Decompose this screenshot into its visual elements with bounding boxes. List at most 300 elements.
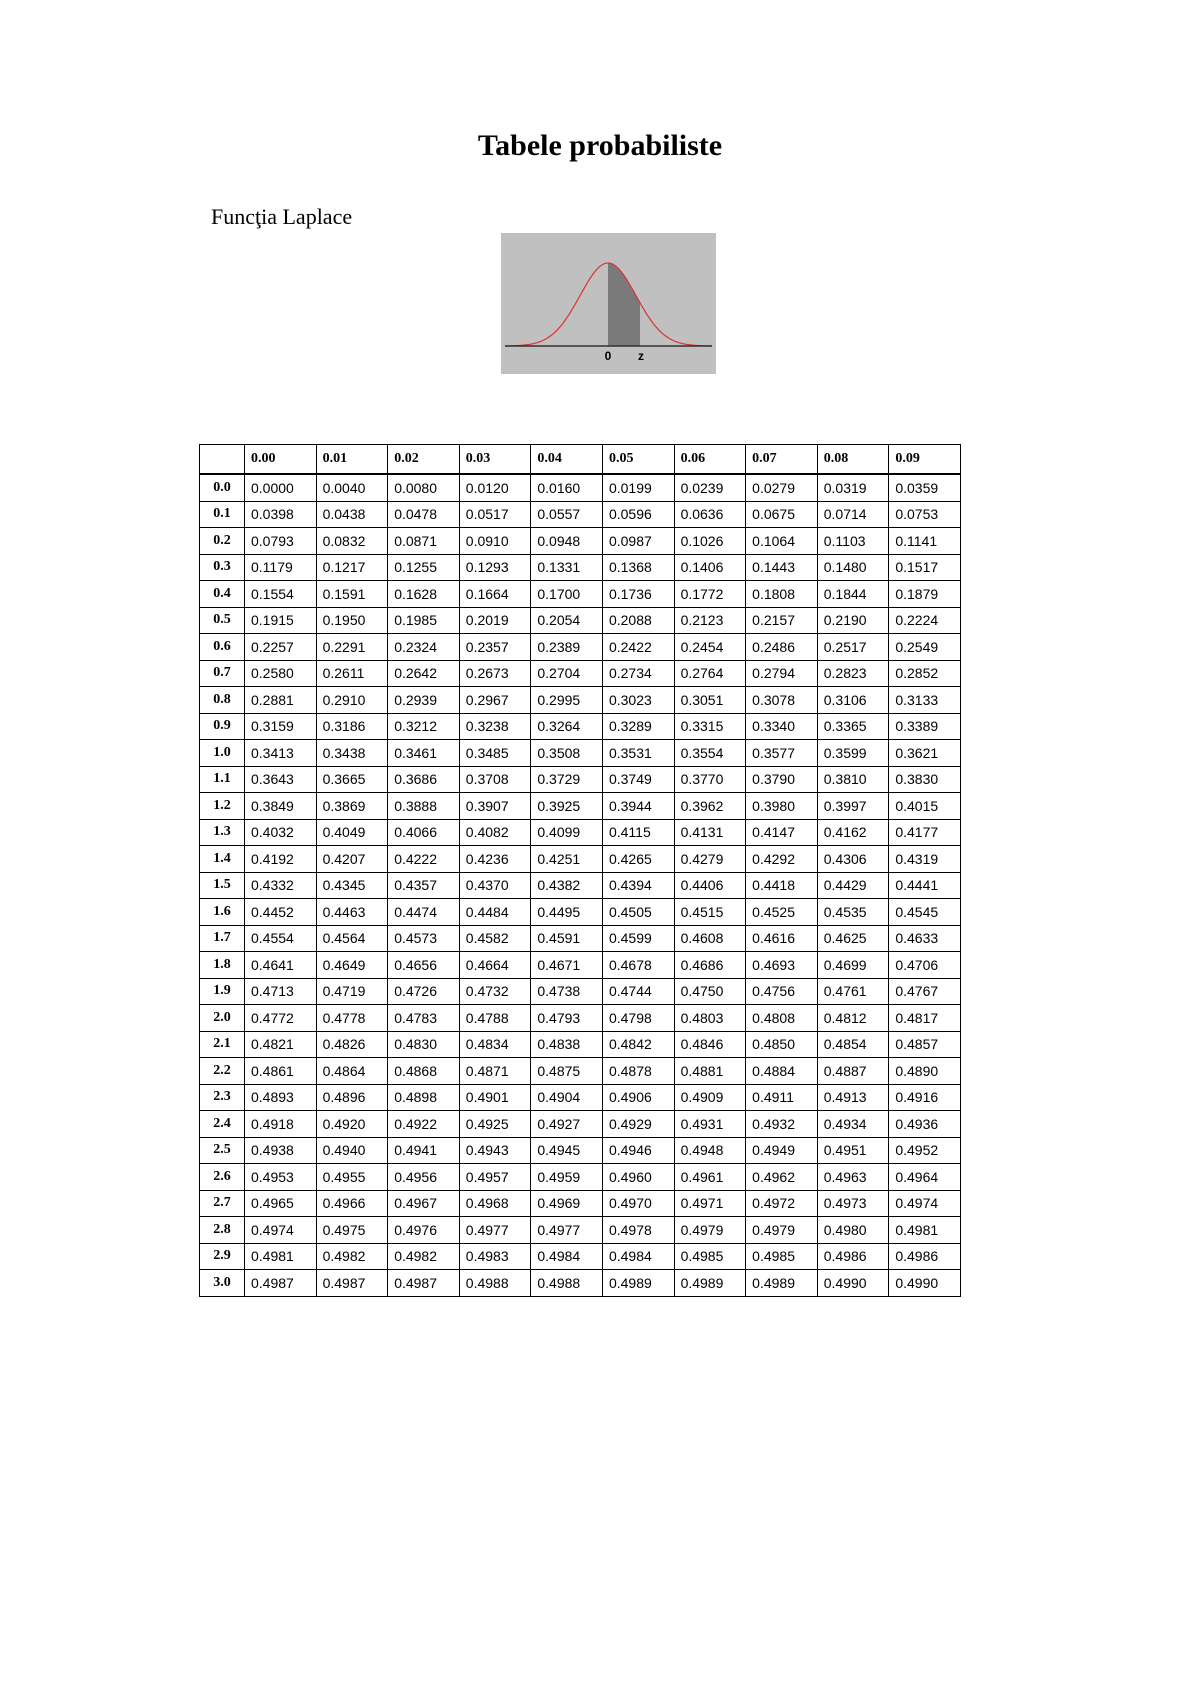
table-cell: 0.0714 (817, 501, 889, 528)
table-cell: 0.2704 (531, 660, 603, 687)
table-row (200, 474, 961, 501)
row-header: 0.0 (200, 474, 245, 501)
table-cell: 0.1554 (245, 581, 317, 608)
table-cell: 0.4279 (674, 846, 746, 873)
table-cell: 0.2454 (674, 634, 746, 661)
table-cell: 0.3577 (746, 740, 818, 767)
table-cell: 0.2257 (245, 634, 317, 661)
table-cell: 0.1591 (316, 581, 388, 608)
table-cell: 0.2486 (746, 634, 818, 661)
table-cell: 0.4726 (388, 978, 460, 1005)
table-cell: 0.2794 (746, 660, 818, 687)
row-header: 2.5 (200, 1137, 245, 1164)
table-cell: 0.4974 (889, 1190, 961, 1217)
table-cell: 0.3186 (316, 713, 388, 740)
table-cell: 0.4987 (316, 1270, 388, 1297)
table-cell: 0.0948 (531, 528, 603, 555)
table-cell: 0.4744 (602, 978, 674, 1005)
table-row (200, 1084, 961, 1111)
table-cell: 0.3078 (746, 687, 818, 714)
table-cell: 0.3708 (459, 766, 531, 793)
table-cell: 0.3389 (889, 713, 961, 740)
table-cell: 0.2673 (459, 660, 531, 687)
table-cell: 0.4987 (388, 1270, 460, 1297)
table-cell: 0.4429 (817, 872, 889, 899)
table-cell: 0.4911 (746, 1084, 818, 1111)
column-header: 0.05 (602, 445, 674, 475)
table-cell: 0.4319 (889, 846, 961, 873)
table-cell: 0.0199 (602, 474, 674, 501)
table-cell: 0.0871 (388, 528, 460, 555)
table-cell: 0.4265 (602, 846, 674, 873)
table-cell: 0.2611 (316, 660, 388, 687)
row-header: 0.4 (200, 581, 245, 608)
table-cell: 0.4032 (245, 819, 317, 846)
table-cell: 0.2734 (602, 660, 674, 687)
table-cell: 0.2422 (602, 634, 674, 661)
table-cell: 0.4956 (388, 1164, 460, 1191)
table-row (200, 925, 961, 952)
table-cell: 0.1736 (602, 581, 674, 608)
table-cell: 0.4772 (245, 1005, 317, 1032)
table-row (200, 1190, 961, 1217)
table-cell: 0.1141 (889, 528, 961, 555)
table-cell: 0.4901 (459, 1084, 531, 1111)
axis-label-zero: 0 (604, 349, 612, 363)
table-cell: 0.4989 (746, 1270, 818, 1297)
table-cell: 0.4898 (388, 1084, 460, 1111)
table-cell: 0.2823 (817, 660, 889, 687)
table-cell: 0.4406 (674, 872, 746, 899)
table-cell: 0.4965 (245, 1190, 317, 1217)
table-cell: 0.4817 (889, 1005, 961, 1032)
table-cell: 0.4306 (817, 846, 889, 873)
table-cell: 0.4957 (459, 1164, 531, 1191)
table-cell: 0.3643 (245, 766, 317, 793)
table-cell: 0.4976 (388, 1217, 460, 1244)
table-row (200, 713, 961, 740)
table-row (200, 607, 961, 634)
table-row (200, 766, 961, 793)
table-cell: 0.4850 (746, 1031, 818, 1058)
table-cell: 0.2357 (459, 634, 531, 661)
table-cell: 0.3869 (316, 793, 388, 820)
row-header: 2.3 (200, 1084, 245, 1111)
table-cell: 0.4963 (817, 1164, 889, 1191)
table-cell: 0.4982 (388, 1243, 460, 1270)
table-cell: 0.4671 (531, 952, 603, 979)
table-cell: 0.4971 (674, 1190, 746, 1217)
table-cell: 0.4988 (531, 1270, 603, 1297)
table-cell: 0.3729 (531, 766, 603, 793)
axis-label-z: z (638, 349, 644, 363)
table-cell: 0.3023 (602, 687, 674, 714)
table-cell: 0.3051 (674, 687, 746, 714)
row-header: 1.3 (200, 819, 245, 846)
table-cell: 0.4495 (531, 899, 603, 926)
table-cell: 0.4625 (817, 925, 889, 952)
table-cell: 0.4798 (602, 1005, 674, 1032)
normal-curve-graphic (501, 233, 716, 374)
table-cell: 0.4049 (316, 819, 388, 846)
table-cell: 0.4162 (817, 819, 889, 846)
table-cell: 0.4959 (531, 1164, 603, 1191)
table-cell: 0.4484 (459, 899, 531, 926)
row-header: 0.3 (200, 554, 245, 581)
normal-curve-figure (501, 233, 716, 374)
table-cell: 0.3133 (889, 687, 961, 714)
table-cell: 0.4474 (388, 899, 460, 926)
table-row (200, 1058, 961, 1085)
row-header: 0.6 (200, 634, 245, 661)
table-cell: 0.2580 (245, 660, 317, 687)
table-cell: 0.1844 (817, 581, 889, 608)
table-cell: 0.2324 (388, 634, 460, 661)
table-cell: 0.4332 (245, 872, 317, 899)
table-cell: 0.4441 (889, 872, 961, 899)
table-cell: 0.4990 (817, 1270, 889, 1297)
table-cell: 0.4871 (459, 1058, 531, 1085)
table-cell: 0.4970 (602, 1190, 674, 1217)
table-cell: 0.4099 (531, 819, 603, 846)
table-cell: 0.4989 (602, 1270, 674, 1297)
table-cell: 0.2019 (459, 607, 531, 634)
table-cell: 0.4706 (889, 952, 961, 979)
table-cell: 0.3810 (817, 766, 889, 793)
table-cell: 0.4345 (316, 872, 388, 899)
table-cell: 0.4949 (746, 1137, 818, 1164)
table-cell: 0.3315 (674, 713, 746, 740)
table-cell: 0.1026 (674, 528, 746, 555)
table-cell: 0.0596 (602, 501, 674, 528)
table-row (200, 1005, 961, 1032)
table-cell: 0.2995 (531, 687, 603, 714)
table-cell: 0.4987 (245, 1270, 317, 1297)
row-header: 2.9 (200, 1243, 245, 1270)
table-cell: 0.2939 (388, 687, 460, 714)
row-header: 1.6 (200, 899, 245, 926)
table-cell: 0.2291 (316, 634, 388, 661)
table-cell: 0.4803 (674, 1005, 746, 1032)
table-cell: 0.4783 (388, 1005, 460, 1032)
table-cell: 0.4925 (459, 1111, 531, 1138)
table-row (200, 872, 961, 899)
row-header: 2.4 (200, 1111, 245, 1138)
table-cell: 0.3289 (602, 713, 674, 740)
table-cell: 0.1664 (459, 581, 531, 608)
table-cell: 0.0279 (746, 474, 818, 501)
table-cell: 0.3686 (388, 766, 460, 793)
table-cell: 0.4975 (316, 1217, 388, 1244)
table-cell: 0.3830 (889, 766, 961, 793)
table-row (200, 740, 961, 767)
table-cell: 0.4989 (674, 1270, 746, 1297)
table-cell: 0.0832 (316, 528, 388, 555)
row-header: 3.0 (200, 1270, 245, 1297)
column-header: 0.03 (459, 445, 531, 475)
table-cell: 0.4984 (531, 1243, 603, 1270)
table-cell: 0.1985 (388, 607, 460, 634)
laplace-table (199, 444, 961, 1297)
table-cell: 0.0398 (245, 501, 317, 528)
table-cell: 0.4977 (531, 1217, 603, 1244)
row-header: 1.4 (200, 846, 245, 873)
table-cell: 0.4761 (817, 978, 889, 1005)
table-cell: 0.4582 (459, 925, 531, 952)
table-cell: 0.4969 (531, 1190, 603, 1217)
table-row (200, 899, 961, 926)
table-cell: 0.1950 (316, 607, 388, 634)
table-row (200, 660, 961, 687)
table-cell: 0.4418 (746, 872, 818, 899)
table-cell: 0.2910 (316, 687, 388, 714)
table-cell: 0.4927 (531, 1111, 603, 1138)
table-cell: 0.4929 (602, 1111, 674, 1138)
table-cell: 0.1772 (674, 581, 746, 608)
table-cell: 0.4918 (245, 1111, 317, 1138)
table-cell: 0.4857 (889, 1031, 961, 1058)
column-header: 0.01 (316, 445, 388, 475)
table-cell: 0.4990 (889, 1270, 961, 1297)
table-cell: 0.4932 (746, 1111, 818, 1138)
row-header: 2.2 (200, 1058, 245, 1085)
table-cell: 0.4986 (889, 1243, 961, 1270)
table-cell: 0.2764 (674, 660, 746, 687)
section-label: Funcţia Laplace (211, 204, 353, 229)
table-cell: 0.4793 (531, 1005, 603, 1032)
table-cell: 0.1103 (817, 528, 889, 555)
table-cell: 0.2517 (817, 634, 889, 661)
table-cell: 0.4941 (388, 1137, 460, 1164)
table-cell: 0.3962 (674, 793, 746, 820)
table-cell: 0.4357 (388, 872, 460, 899)
table-cell: 0.4968 (459, 1190, 531, 1217)
table-cell: 0.4934 (817, 1111, 889, 1138)
table-cell: 0.4938 (245, 1137, 317, 1164)
table-cell: 0.4985 (674, 1243, 746, 1270)
table-row (200, 819, 961, 846)
row-header: 2.1 (200, 1031, 245, 1058)
table-cell: 0.4382 (531, 872, 603, 899)
table-cell: 0.4756 (746, 978, 818, 1005)
table-cell: 0.4940 (316, 1137, 388, 1164)
table-cell: 0.0987 (602, 528, 674, 555)
table-cell: 0.0319 (817, 474, 889, 501)
table-cell: 0.4980 (817, 1217, 889, 1244)
table-cell: 0.4953 (245, 1164, 317, 1191)
table-cell: 0.4881 (674, 1058, 746, 1085)
table-cell: 0.4564 (316, 925, 388, 952)
table-cell: 0.4525 (746, 899, 818, 926)
table-cell: 0.3980 (746, 793, 818, 820)
table-cell: 0.4713 (245, 978, 317, 1005)
table-cell: 0.1217 (316, 554, 388, 581)
row-header: 2.6 (200, 1164, 245, 1191)
table-cell: 0.4192 (245, 846, 317, 873)
table-cell: 0.2157 (746, 607, 818, 634)
table-cell: 0.3413 (245, 740, 317, 767)
table-cell: 0.4842 (602, 1031, 674, 1058)
table-cell: 0.2054 (531, 607, 603, 634)
table-cell: 0.3461 (388, 740, 460, 767)
row-header: 1.7 (200, 925, 245, 952)
table-cell: 0.4830 (388, 1031, 460, 1058)
table-cell: 0.4946 (602, 1137, 674, 1164)
table-cell: 0.4591 (531, 925, 603, 952)
table-row (200, 501, 961, 528)
table-cell: 0.4961 (674, 1164, 746, 1191)
table-cell: 0.3554 (674, 740, 746, 767)
row-header: 0.2 (200, 528, 245, 555)
column-header: 0.07 (746, 445, 818, 475)
table-cell: 0.4982 (316, 1243, 388, 1270)
table-cell: 0.4861 (245, 1058, 317, 1085)
row-header: 0.5 (200, 607, 245, 634)
table-cell: 0.4641 (245, 952, 317, 979)
table-row (200, 1270, 961, 1297)
table-cell: 0.4984 (602, 1243, 674, 1270)
table-cell: 0.4788 (459, 1005, 531, 1032)
table-cell: 0.4951 (817, 1137, 889, 1164)
table-cell: 0.4394 (602, 872, 674, 899)
table-cell: 0.4948 (674, 1137, 746, 1164)
table-cell: 0.2123 (674, 607, 746, 634)
table-cell: 0.4147 (746, 819, 818, 846)
table-cell: 0.0793 (245, 528, 317, 555)
table-cell: 0.1915 (245, 607, 317, 634)
table-cell: 0.0359 (889, 474, 961, 501)
table-cell: 0.2852 (889, 660, 961, 687)
table-cell: 0.4979 (746, 1217, 818, 1244)
row-header: 1.9 (200, 978, 245, 1005)
table-cell: 0.4131 (674, 819, 746, 846)
table-cell: 0.4904 (531, 1084, 603, 1111)
table-cell: 0.4222 (388, 846, 460, 873)
table-cell: 0.4573 (388, 925, 460, 952)
table-cell: 0.4082 (459, 819, 531, 846)
table-body (200, 474, 961, 1296)
table-cell: 0.4656 (388, 952, 460, 979)
table-cell: 0.4931 (674, 1111, 746, 1138)
table-cell: 0.4846 (674, 1031, 746, 1058)
table-cell: 0.4972 (746, 1190, 818, 1217)
table-cell: 0.4608 (674, 925, 746, 952)
table-cell: 0.0753 (889, 501, 961, 528)
table-cell: 0.1331 (531, 554, 603, 581)
table-cell: 0.2190 (817, 607, 889, 634)
table-cell: 0.0636 (674, 501, 746, 528)
table-cell: 0.4981 (889, 1217, 961, 1244)
table-cell: 0.4834 (459, 1031, 531, 1058)
table-row (200, 1243, 961, 1270)
table-corner-cell (200, 445, 245, 475)
table-cell: 0.3508 (531, 740, 603, 767)
row-header: 1.0 (200, 740, 245, 767)
table-cell: 0.1808 (746, 581, 818, 608)
table-cell: 0.1255 (388, 554, 460, 581)
table-cell: 0.1064 (746, 528, 818, 555)
table-row (200, 1031, 961, 1058)
table-cell: 0.4854 (817, 1031, 889, 1058)
table-cell: 0.4207 (316, 846, 388, 873)
table-cell: 0.0517 (459, 501, 531, 528)
table-cell: 0.4463 (316, 899, 388, 926)
table-cell: 0.4616 (746, 925, 818, 952)
table-cell: 0.2224 (889, 607, 961, 634)
table-cell: 0.4986 (817, 1243, 889, 1270)
table-cell: 0.1368 (602, 554, 674, 581)
row-header: 2.8 (200, 1217, 245, 1244)
table-cell: 0.4535 (817, 899, 889, 926)
page-title: Tabele probabiliste (477, 129, 723, 162)
table-cell: 0.4177 (889, 819, 961, 846)
table-cell: 0.4452 (245, 899, 317, 926)
table-row (200, 1137, 961, 1164)
table-cell: 0.0040 (316, 474, 388, 501)
column-header: 0.09 (889, 445, 961, 475)
table-cell: 0.0438 (316, 501, 388, 528)
table-cell: 0.4554 (245, 925, 317, 952)
table-cell: 0.4920 (316, 1111, 388, 1138)
table-cell: 0.4985 (746, 1243, 818, 1270)
table-cell: 0.3340 (746, 713, 818, 740)
table-cell: 0.4884 (746, 1058, 818, 1085)
table-cell: 0.4664 (459, 952, 531, 979)
table-cell: 0.4732 (459, 978, 531, 1005)
table-cell: 0.4545 (889, 899, 961, 926)
table-cell: 0.2549 (889, 634, 961, 661)
table-cell: 0.3212 (388, 713, 460, 740)
table-cell: 0.3907 (459, 793, 531, 820)
table-cell: 0.1700 (531, 581, 603, 608)
table-cell: 0.1480 (817, 554, 889, 581)
table-cell: 0.0557 (531, 501, 603, 528)
table-cell: 0.0478 (388, 501, 460, 528)
row-header: 0.8 (200, 687, 245, 714)
table-cell: 0.4922 (388, 1111, 460, 1138)
table-cell: 0.0239 (674, 474, 746, 501)
table-cell: 0.4878 (602, 1058, 674, 1085)
table-cell: 0.3925 (531, 793, 603, 820)
table-row (200, 1217, 961, 1244)
table-cell: 0.4896 (316, 1084, 388, 1111)
table-cell: 0.4916 (889, 1084, 961, 1111)
table-row (200, 1164, 961, 1191)
table-row (200, 554, 961, 581)
table-cell: 0.4066 (388, 819, 460, 846)
table-cell: 0.4981 (245, 1243, 317, 1270)
table-cell: 0.4979 (674, 1217, 746, 1244)
table-cell: 0.4890 (889, 1058, 961, 1085)
table-cell: 0.1879 (889, 581, 961, 608)
table-header-row (200, 445, 961, 475)
table-row (200, 793, 961, 820)
table-cell: 0.3944 (602, 793, 674, 820)
column-header: 0.02 (388, 445, 460, 475)
table-cell: 0.4875 (531, 1058, 603, 1085)
table-cell: 0.4599 (602, 925, 674, 952)
table-cell: 0.0080 (388, 474, 460, 501)
table-cell: 0.4943 (459, 1137, 531, 1164)
table-cell: 0.3665 (316, 766, 388, 793)
row-header: 2.7 (200, 1190, 245, 1217)
table-cell: 0.2642 (388, 660, 460, 687)
table-cell: 0.3106 (817, 687, 889, 714)
row-header: 0.9 (200, 713, 245, 740)
table-cell: 0.3997 (817, 793, 889, 820)
table-cell: 0.4633 (889, 925, 961, 952)
table-cell: 0.2881 (245, 687, 317, 714)
